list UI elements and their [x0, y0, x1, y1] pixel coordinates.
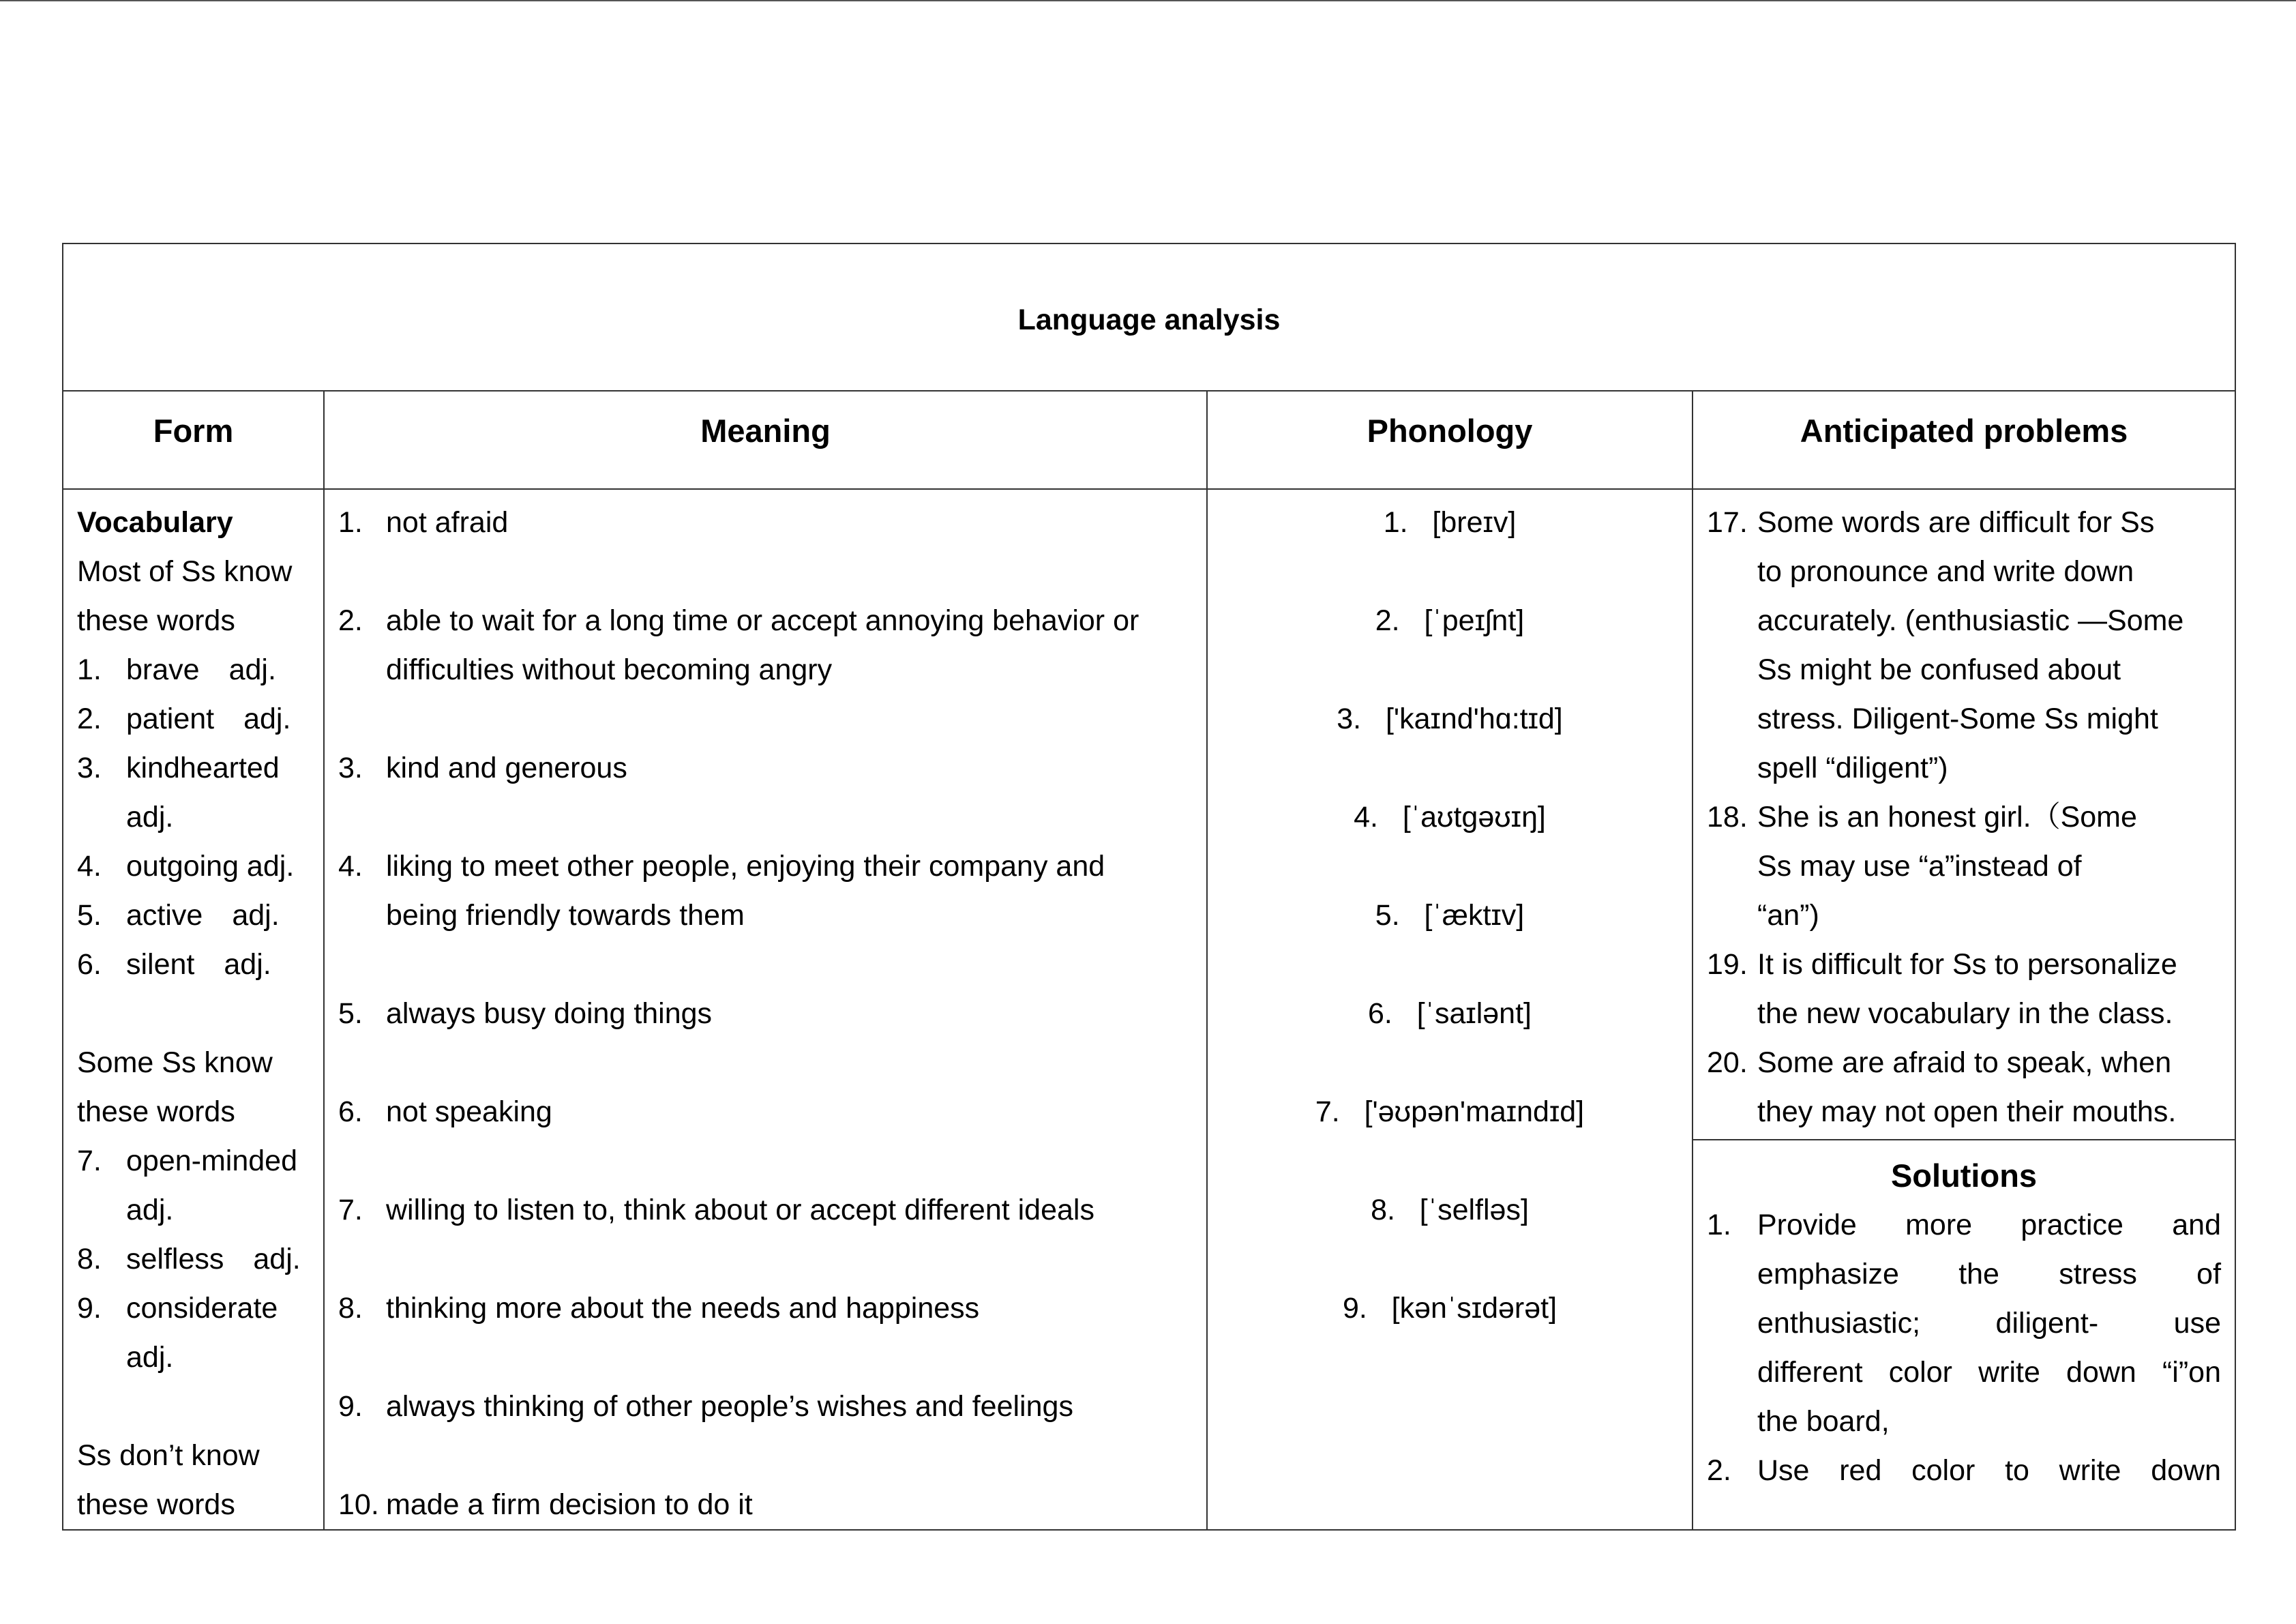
list-item: 8. selfless adj.: [77, 1243, 301, 1275]
table-title: Language analysis: [1017, 304, 1281, 336]
meaning-cell: [324, 489, 1207, 1530]
phonology-item: 6. [ˈsaɪlənt]: [1368, 997, 1532, 1030]
header-phonology: Phonology: [1207, 391, 1693, 489]
list-item-continuation: adj.: [126, 1194, 174, 1226]
solutions-heading: Solutions: [1890, 1157, 2038, 1194]
problem-item: 19. It is difficult for Ss to personalize: [1707, 948, 2177, 981]
phonology-item: 3. ['kaɪnd'hɑ:tɪd]: [1337, 703, 1563, 735]
meaning-item: 7. willing to listen to, think about or accept different ideals: [338, 1194, 1094, 1226]
table-title-cell: [63, 243, 2235, 391]
phonology-item: 7. ['əʊpən'maɪndɪd]: [1315, 1095, 1585, 1128]
phonology-item: 5. [ˈæktɪv]: [1375, 899, 1525, 932]
phonology-cell: [1207, 489, 1693, 1530]
form-group1-line: Most of Ss know: [77, 555, 293, 588]
meaning-item: 4. liking to meet other people, enjoying their company and: [338, 850, 1105, 883]
phonology-item: 1. [breɪv]: [1383, 506, 1517, 539]
phonology-item: 2. [ˈpeɪʃnt]: [1375, 604, 1525, 637]
list-item: 2. patient adj.: [77, 703, 291, 735]
header-meaning: Meaning: [324, 391, 1207, 489]
solutions-section: Solutions 1. Provide more practice and emphasize the stress of enthusiastic; diligent- use different color write down “i”on the board, 2. Use red color to write down: [1693, 1140, 2235, 1495]
problem-item: 20. Some are afraid to speak, when: [1707, 1046, 2172, 1079]
meaning-item-continuation: being friendly towards them: [386, 899, 745, 932]
list-item: 1. brave adj.: [77, 653, 276, 686]
list-item-continuation: adj.: [126, 801, 174, 833]
meaning-item: 3. kind and generous: [338, 752, 627, 784]
meaning-item: 9. always thinking of other people’s wishes and feelings: [338, 1390, 1073, 1423]
list-item-continuation: adj.: [126, 1341, 174, 1374]
header-problems: Anticipated problems: [1693, 391, 2235, 489]
language-analysis-table: [62, 243, 2236, 1531]
list-item: 5. active adj.: [77, 899, 280, 932]
meaning-item: 8. thinking more about the needs and happiness: [338, 1292, 980, 1325]
header-form: Form: [63, 391, 324, 489]
problems-cell: [1693, 489, 2235, 1530]
meaning-item: 2. able to wait for a long time or accept annoying behavior or: [338, 604, 1139, 637]
problem-item: 18. She is an honest girl.（Some: [1707, 801, 2137, 833]
form-group2-line: these words: [77, 1095, 235, 1128]
meaning-item: 5. always busy doing things: [338, 997, 713, 1030]
meaning-item: 10. made a firm decision to do it: [338, 1488, 753, 1521]
form-group2-line: Some Ss know: [77, 1046, 273, 1079]
form-group3-line: Ss don’t know: [77, 1439, 260, 1472]
problems-list: 17. Some words are difficult for Ss to pronounce and write down accurately. (enthusiastic —Some Ss might be confused about stress. Diligent-Some Ss might spell “diligent”) 18. She is an honest girl.（Some Ss may use “a”instead of “an”) 19. It is difficult for Ss to personalize the new vocabulary in the class. 20. Some are afraid to speak, when they may not open their mouths.: [1693, 490, 2235, 1140]
list-item: 3. kindhearted: [77, 752, 280, 784]
problem-item: 17. Some words are difficult for Ss: [1707, 506, 2155, 539]
form-group1-line: these words: [77, 604, 235, 637]
solution-item: 1. Provide more practice and: [1707, 1209, 2222, 1241]
list-item: 6. silent adj.: [77, 948, 271, 981]
list-item: 4. outgoing adj.: [77, 850, 295, 883]
vocabulary-heading: Vocabulary: [77, 506, 233, 539]
meaning-item-continuation: difficulties without becoming angry: [386, 653, 833, 686]
meaning-item: 1. not afraid: [338, 506, 509, 539]
form-cell: [63, 489, 324, 1530]
phonology-item: 8. [ˈselfləs]: [1371, 1194, 1529, 1226]
list-item: 9. considerate: [77, 1292, 278, 1325]
form-group3-line: these words: [77, 1488, 235, 1521]
phonology-item: 9. [kənˈsɪdərət]: [1342, 1292, 1557, 1325]
meaning-item: 6. not speaking: [338, 1095, 552, 1128]
list-item: 7. open-minded: [77, 1145, 298, 1177]
phonology-item: 4. [ˈaʊtgəʊɪŋ]: [1354, 801, 1546, 833]
top-border-line: [0, 0, 2296, 1]
solution-item: 2. Use red color to write down: [1707, 1454, 2222, 1487]
